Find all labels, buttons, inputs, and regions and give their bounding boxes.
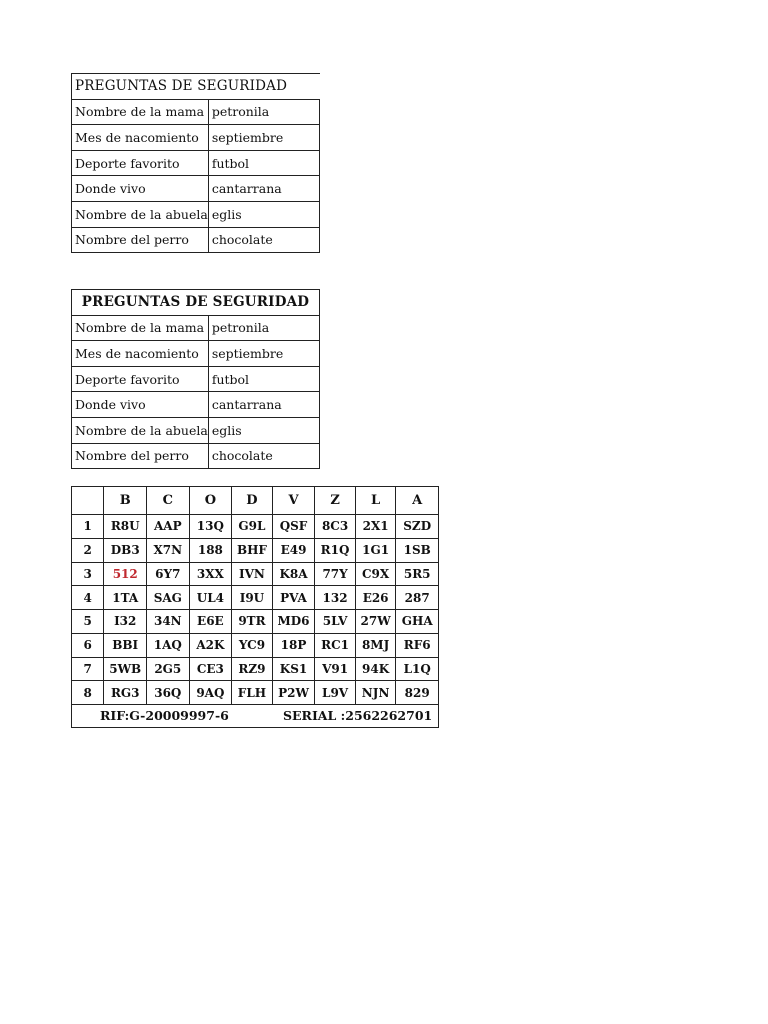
code-cell: A2K [189,633,232,657]
answer-cell: chocolate [208,227,319,253]
table-row [72,633,439,657]
answer-cell: futbol [208,366,319,392]
grid-header-row [72,487,439,515]
code-cell: 9AQ [189,681,232,705]
table-row [72,443,320,469]
code-cell: SZD [396,515,439,539]
table-row [72,610,439,634]
code-cell: P2W [272,681,315,705]
question-cell: Nombre del perro [72,443,209,469]
table-row [72,392,320,418]
code-cell: 36Q [147,681,190,705]
table-row [72,315,320,341]
code-cell: YC9 [232,633,273,657]
code-cell: MD6 [272,610,315,634]
code-cell: K8A [272,562,315,586]
code-cell: L1Q [396,657,439,681]
grid-footer-row [72,705,439,728]
code-cell: 94K [355,657,396,681]
answer-cell: septiembre [208,125,319,151]
column-header: D [232,487,273,515]
answer-cell: petronila [208,315,319,341]
column-header: Z [315,487,356,515]
question-cell: Deporte favorito [72,366,209,392]
code-cell: 1SB [396,538,439,562]
code-cell: 132 [315,586,356,610]
row-number-cell: 2 [72,538,104,562]
code-cell: E6E [189,610,232,634]
code-cell: SAG [147,586,190,610]
grid-footer-cell [72,705,439,728]
security-questions-table-1 [71,73,320,253]
question-cell: Nombre del perro [72,227,209,253]
column-header: C [147,487,190,515]
code-cell: BBI [104,633,147,657]
question-cell: Mes de nacomiento [72,341,209,367]
question-cell: Nombre de la abuela [72,417,209,443]
table-title: PREGUNTAS DE SEGURIDAD [72,290,320,316]
column-header: L [355,487,396,515]
code-cell: V91 [315,657,356,681]
code-cell: 34N [147,610,190,634]
question-cell: Mes de nacomiento [72,125,209,151]
code-cell: 188 [189,538,232,562]
grid-corner-cell [72,487,104,515]
table-title: PREGUNTAS DE SEGURIDAD [72,74,320,100]
row-number-cell: 5 [72,610,104,634]
code-cell: 77Y [315,562,356,586]
table-row [72,227,320,253]
code-cell: NJN [355,681,396,705]
column-header: V [272,487,315,515]
serial-label: SERIAL :2562262701 [283,708,433,723]
code-cell: 18P [272,633,315,657]
code-cell: QSF [272,515,315,539]
code-cell: 1AQ [147,633,190,657]
code-cell: PVA [272,586,315,610]
column-header: A [396,487,439,515]
answer-cell: septiembre [208,341,319,367]
code-cell: 27W [355,610,396,634]
code-cell: 2X1 [355,515,396,539]
answer-cell: eglis [208,201,319,227]
rif-label: RIF:G-20009997-6 [100,708,229,723]
code-cell: BHF [232,538,273,562]
row-number-cell: 1 [72,515,104,539]
code-cell: AAP [147,515,190,539]
table-row [72,562,439,586]
table-row [72,341,320,367]
code-cell: I9U [232,586,273,610]
code-cell: G9L [232,515,273,539]
row-number-cell: 4 [72,586,104,610]
code-cell: 1TA [104,586,147,610]
question-cell: Donde vivo [72,176,209,202]
code-cell: 6Y7 [147,562,190,586]
code-cell: 829 [396,681,439,705]
code-cell: E26 [355,586,396,610]
code-cell: 2G5 [147,657,190,681]
code-cell: X7N [147,538,190,562]
code-cell: 8MJ [355,633,396,657]
code-cell: CE3 [189,657,232,681]
table-row [72,417,320,443]
code-cell: UL4 [189,586,232,610]
code-cell: RC1 [315,633,356,657]
table-row [72,99,320,125]
table-row [72,176,320,202]
answer-cell: chocolate [208,443,319,469]
table-row [72,681,439,705]
answer-cell: eglis [208,417,319,443]
code-cell: 287 [396,586,439,610]
code-cell: 1G1 [355,538,396,562]
table-row [72,586,439,610]
table-row [72,366,320,392]
code-cell: FLH [232,681,273,705]
answer-cell: cantarrana [208,392,319,418]
code-cell: DB3 [104,538,147,562]
security-questions-table-2 [71,289,320,469]
table-row [72,538,439,562]
row-number-cell: 8 [72,681,104,705]
code-cell: C9X [355,562,396,586]
question-cell: Deporte favorito [72,150,209,176]
question-cell: Nombre de la mama [72,315,209,341]
code-cell: 3XX [189,562,232,586]
coordinates-card-grid [71,486,439,728]
code-cell: RG3 [104,681,147,705]
code-cell: GHA [396,610,439,634]
code-cell: RF6 [396,633,439,657]
code-cell: RZ9 [232,657,273,681]
code-cell: IVN [232,562,273,586]
table-row [72,125,320,151]
code-cell: 13Q [189,515,232,539]
code-cell: E49 [272,538,315,562]
code-cell: 5WB [104,657,147,681]
code-cell: KS1 [272,657,315,681]
column-header: O [189,487,232,515]
answer-cell: cantarrana [208,176,319,202]
row-number-cell: 7 [72,657,104,681]
question-cell: Nombre de la mama [72,99,209,125]
row-number-cell: 3 [72,562,104,586]
code-cell: R8U [104,515,147,539]
question-cell: Nombre de la abuela [72,201,209,227]
table-row [72,515,439,539]
code-cell: R1Q [315,538,356,562]
code-cell: 512 [104,562,147,586]
question-cell: Donde vivo [72,392,209,418]
code-cell: I32 [104,610,147,634]
answer-cell: futbol [208,150,319,176]
answer-cell: petronila [208,99,319,125]
column-header: B [104,487,147,515]
row-number-cell: 6 [72,633,104,657]
code-cell: 5LV [315,610,356,634]
table-row [72,657,439,681]
table-row [72,150,320,176]
code-cell: L9V [315,681,356,705]
table-row [72,201,320,227]
code-cell: 5R5 [396,562,439,586]
code-cell: 9TR [232,610,273,634]
code-cell: 8C3 [315,515,356,539]
